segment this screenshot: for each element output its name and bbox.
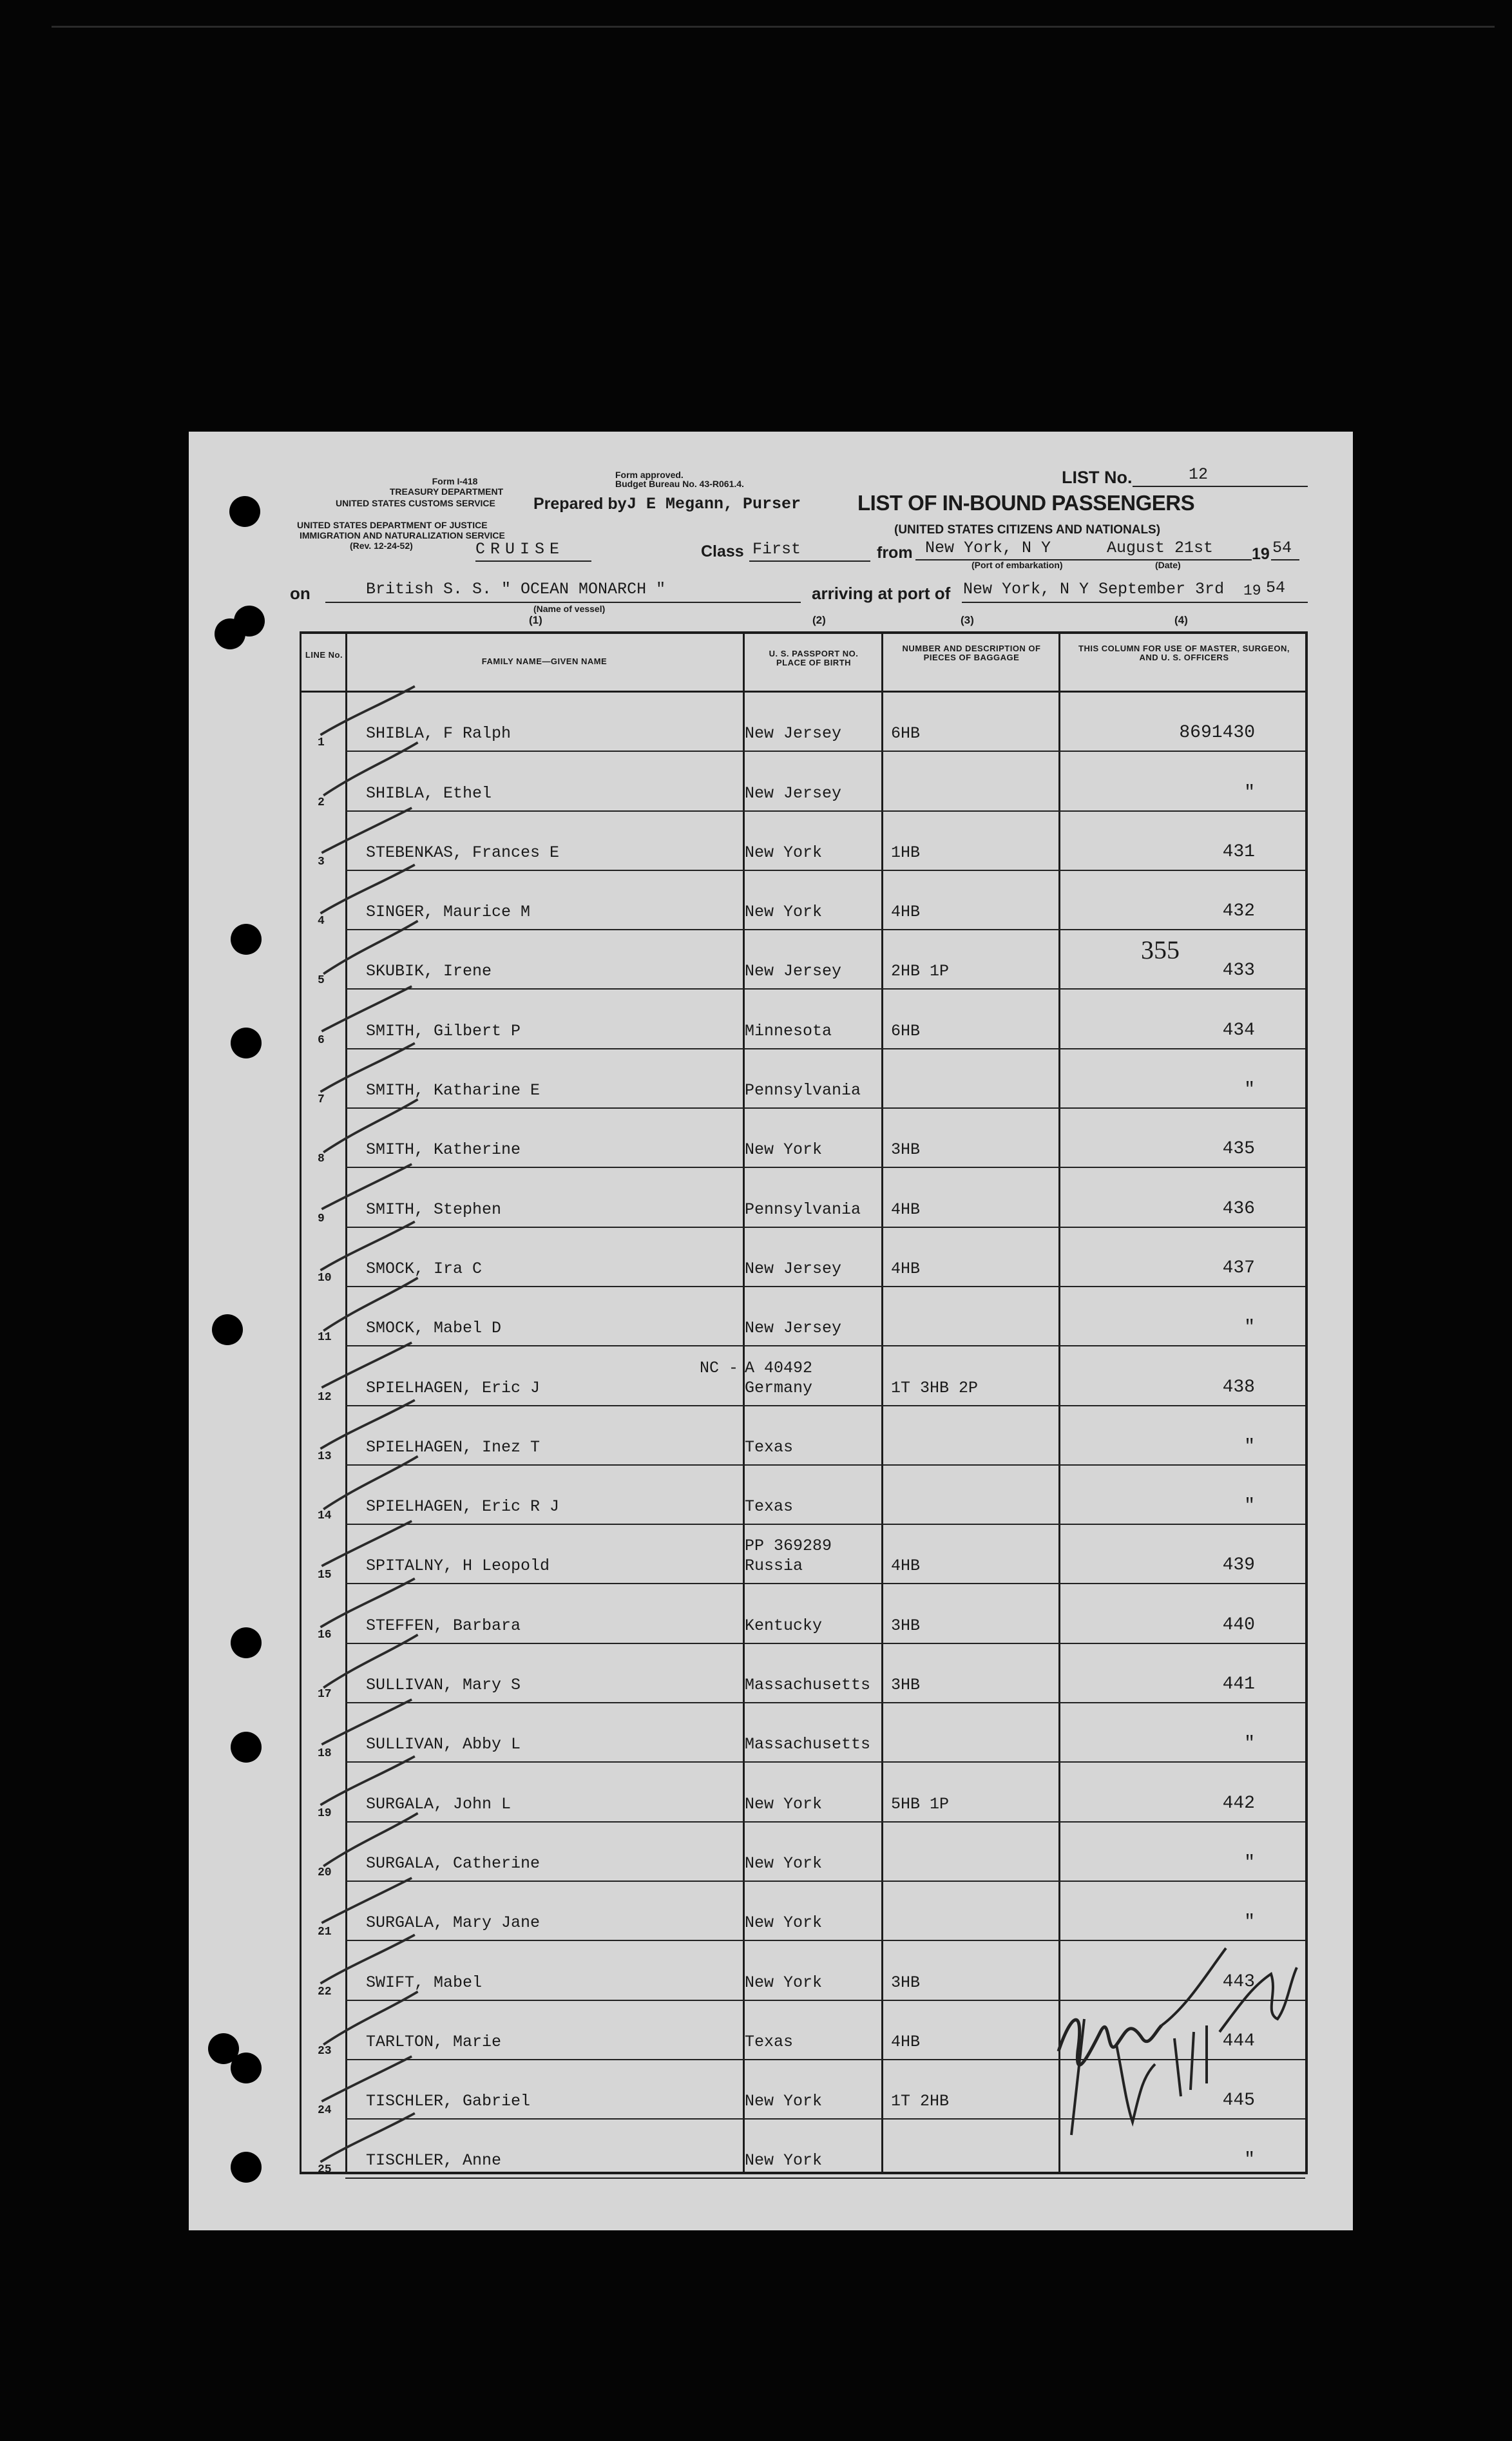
vessel-underline (325, 602, 801, 603)
passenger-name: SURGALA, Mary Jane (366, 1913, 541, 1933)
passenger-name: SMITH, Gilbert P (366, 1021, 521, 1040)
table-row (301, 812, 1305, 871)
officer-note: 8691430 (1179, 723, 1255, 743)
officer-note: 434 (1222, 1020, 1255, 1040)
passenger-name: SMOCK, Mabel D (366, 1319, 502, 1338)
prepared-label: Prepared by (533, 495, 627, 513)
table-row (301, 1525, 1305, 1584)
line-number: 20 (318, 1866, 332, 1879)
passenger-name: TARLTON, Marie (366, 2032, 502, 2051)
class-label: Class (701, 542, 744, 560)
passenger-name: SINGER, Maurice M (366, 903, 531, 922)
line-number: 1 (318, 736, 325, 750)
from-value: New York, N Y (925, 539, 1051, 557)
passenger-name: SURGALA, John L (366, 1794, 512, 1814)
header-officers: THIS COLUMN FOR USE OF MASTER, SURGEON, AND U. S. OFFICERS (1078, 644, 1290, 662)
date-value: August 21st (1107, 539, 1214, 557)
place-of-birth: New York (745, 1973, 823, 1992)
baggage-description: 3HB (891, 1676, 921, 1695)
line-number: 21 (318, 1926, 332, 1939)
table-row (301, 1823, 1305, 1882)
baggage-description: 1T 3HB 2P (891, 1378, 979, 1397)
line-number: 9 (318, 1212, 325, 1225)
place-of-birth: Texas (745, 2032, 794, 2051)
line-number: 7 (318, 1093, 325, 1107)
place-of-birth: Texas (745, 1437, 794, 1457)
place-of-birth: Massachusetts (745, 1676, 871, 1695)
punch-hole (215, 618, 245, 649)
baggage-description: 4HB (891, 903, 921, 922)
year-underline (1271, 559, 1299, 560)
passenger-name: SPIELHAGEN, Eric R J (366, 1497, 560, 1517)
passenger-name: SULLIVAN, Abby L (366, 1735, 521, 1754)
officer-note: 445 (1222, 2091, 1255, 2111)
table-row (301, 1703, 1305, 1763)
place-of-birth: Russia (745, 1556, 803, 1576)
treasury-label: TREASURY DEPARTMENT (389, 486, 504, 497)
line-number: 16 (318, 1628, 332, 1642)
line-number: 2 (318, 796, 325, 809)
baggage-description: 4HB (891, 1200, 921, 1219)
ins-label: IMMIGRATION AND NATURALIZATION SERVICE (300, 530, 505, 541)
place-of-birth: New York (745, 1140, 823, 1160)
place-of-birth: Massachusetts (745, 1735, 871, 1754)
passenger-name: SMITH, Katherine (366, 1140, 521, 1160)
place-of-birth: New York (745, 1794, 823, 1814)
passport-number: A 40492 (745, 1358, 813, 1377)
table-row (301, 1346, 1305, 1406)
line-number: 18 (318, 1747, 332, 1761)
punch-hole (231, 2152, 262, 2183)
officer-note: 442 (1222, 1793, 1255, 1814)
officer-note: " (1244, 1852, 1255, 1873)
officer-note: " (1244, 2150, 1255, 2170)
passenger-name: SMITH, Katharine E (366, 1081, 541, 1100)
baggage-description: 2HB 1P (891, 962, 950, 981)
table-row (301, 1763, 1305, 1822)
place-of-birth: New York (745, 2151, 823, 2170)
table-row (301, 1406, 1305, 1466)
place-of-birth: Texas (745, 1497, 794, 1517)
officer-note: 443 (1222, 1971, 1255, 1992)
year-value: 54 (1272, 539, 1292, 557)
place-of-birth: New Jersey (745, 1259, 842, 1278)
row-rule (345, 2178, 1305, 2179)
form-number: Form I-418 (432, 476, 478, 486)
manifest-page (189, 432, 1353, 2230)
baggage-description: 3HB (891, 1616, 921, 1635)
line-number: 25 (318, 2163, 332, 2177)
baggage-description: 3HB (891, 1140, 921, 1160)
arrive-year-prefix: 19 (1243, 582, 1261, 599)
passenger-name: SWIFT, Mabel (366, 1973, 483, 1992)
officer-note: " (1244, 1912, 1255, 1933)
passport-number: PP 369289 (745, 1536, 832, 1556)
table-row (301, 1168, 1305, 1227)
arriving-label: arriving at port of (812, 584, 951, 603)
passenger-name: STEBENKAS, Frances E (366, 843, 560, 862)
punch-hole (229, 496, 260, 527)
passenger-name: SPITALNY, H Leopold (366, 1556, 550, 1576)
arriving-underline (962, 602, 1308, 603)
passenger-name: SURGALA, Catherine (366, 1853, 541, 1873)
punch-hole (231, 1732, 262, 1763)
line-number: 4 (318, 915, 325, 928)
place-of-birth: Kentucky (745, 1616, 823, 1635)
line-number: 14 (318, 1509, 332, 1523)
place-of-birth: New Jersey (745, 783, 842, 803)
from-underline (915, 559, 1252, 560)
line-number: 5 (318, 974, 325, 988)
officer-note: 433 (1222, 961, 1255, 981)
table-row (301, 1228, 1305, 1287)
officer-note: 440 (1222, 1614, 1255, 1635)
place-of-birth: New York (745, 2092, 823, 2111)
header-line-no: LINE No. (305, 650, 343, 660)
place-of-birth: New York (745, 1913, 823, 1933)
place-of-birth: Germany (745, 1378, 813, 1397)
vessel-value: British S. S. " OCEAN MONARCH " (366, 580, 666, 598)
officer-note: 436 (1222, 1198, 1255, 1219)
passenger-name: SHIBLA, F Ralph (366, 724, 512, 743)
prepared-by: J E Megann, Purser (627, 495, 801, 513)
baggage-description: 1HB (891, 843, 921, 862)
on-label: on (290, 584, 311, 603)
table-row (301, 752, 1305, 811)
passenger-name: TISCHLER, Gabriel (366, 2092, 531, 2111)
baggage-description: 3HB (891, 1973, 921, 1992)
table-row (301, 1109, 1305, 1168)
table-row (301, 1049, 1305, 1109)
passenger-name: TISCHLER, Anne (366, 2151, 502, 2170)
officer-note: 438 (1222, 1377, 1255, 1397)
table-row (301, 693, 1305, 752)
table-row (301, 1585, 1305, 1644)
cruise-label: CRUISE (475, 540, 565, 559)
line-number: 13 (318, 1450, 332, 1463)
place-of-birth: New York (745, 903, 823, 922)
approved-label: Form approved. (615, 470, 684, 480)
col-num-1: (1) (529, 614, 542, 626)
embark-caption: (Port of embarkation) (971, 560, 1063, 570)
officer-note: 437 (1222, 1258, 1255, 1278)
col-num-3: (3) (961, 614, 974, 626)
table-row (301, 1466, 1305, 1525)
officer-note: 435 (1222, 1139, 1255, 1160)
line-number: 6 (318, 1033, 325, 1047)
revision-label: (Rev. 12-24-52) (350, 541, 413, 551)
cruise-underline (475, 560, 591, 562)
table-row (301, 1882, 1305, 1941)
line-number: 8 (318, 1153, 325, 1166)
list-no-label: LIST No. (1062, 468, 1133, 487)
list-no-value: 12 (1189, 465, 1209, 484)
officer-note: " (1244, 1317, 1255, 1338)
place-of-birth: New York (745, 843, 823, 862)
baggage-description: 6HB (891, 724, 921, 743)
class-underline (749, 560, 870, 562)
punch-hole (212, 1314, 243, 1345)
passenger-name: SULLIVAN, Mary S (366, 1676, 521, 1695)
place-of-birth: Pennsylvania (745, 1081, 861, 1100)
line-number: 12 (318, 1390, 332, 1404)
place-of-birth: New York (745, 1853, 823, 1873)
officer-note: 431 (1222, 841, 1255, 862)
passenger-name: SKUBIK, Irene (366, 962, 492, 981)
passenger-table (300, 631, 1308, 2177)
officer-note: 432 (1222, 901, 1255, 922)
arriving-value: New York, N Y September 3rd (963, 580, 1225, 598)
from-label: from (877, 544, 913, 562)
line-number: 11 (318, 1331, 332, 1345)
year-prefix: 19 (1252, 545, 1270, 563)
arrive-year-value: 54 (1266, 579, 1286, 597)
header-name: FAMILY NAME—GIVEN NAME (481, 656, 608, 666)
budget-label: Budget Bureau No. 43-R061.4. (615, 479, 744, 489)
place-of-birth: New Jersey (745, 1319, 842, 1338)
passenger-name: SHIBLA, Ethel (366, 783, 492, 803)
baggage-description: 6HB (891, 1021, 921, 1040)
handwritten-number: 355 (1141, 935, 1180, 965)
line-number: 10 (318, 1271, 332, 1285)
officer-note: " (1244, 1080, 1255, 1100)
table-row (301, 1287, 1305, 1346)
baggage-description: 5HB 1P (891, 1794, 950, 1814)
line-number: 3 (318, 855, 325, 868)
baggage-description: 4HB (891, 2032, 921, 2051)
customs-label: UNITED STATES CUSTOMS SERVICE (336, 498, 495, 508)
baggage-description: 1T 2HB (891, 2092, 950, 2111)
punch-hole (231, 1627, 262, 1658)
officer-note: 441 (1222, 1674, 1255, 1695)
passenger-name: STEFFEN, Barbara (366, 1616, 521, 1635)
place-of-birth: Minnesota (745, 1021, 832, 1040)
class-value: First (752, 540, 801, 559)
col-num-4: (4) (1174, 614, 1188, 626)
list-title: LIST OF IN-BOUND PASSENGERS (857, 491, 1195, 515)
table-row (301, 990, 1305, 1049)
officer-note: " (1244, 1436, 1255, 1457)
nc-note: NC - (700, 1358, 739, 1377)
justice-label: UNITED STATES DEPARTMENT OF JUSTICE (297, 520, 488, 530)
scan-edge-line (52, 26, 1495, 28)
col-num-2: (2) (812, 614, 826, 626)
place-of-birth: Pennsylvania (745, 1200, 861, 1219)
officer-note: " (1244, 1496, 1255, 1517)
line-number: 22 (318, 1985, 332, 1998)
line-number: 23 (318, 2044, 332, 2058)
place-of-birth: New Jersey (745, 962, 842, 981)
baggage-description: 4HB (891, 1556, 921, 1576)
punch-hole (231, 924, 262, 955)
baggage-description: 4HB (891, 1259, 921, 1278)
table-row (301, 871, 1305, 930)
passenger-name: SPIELHAGEN, Eric J (366, 1378, 541, 1397)
line-number: 24 (318, 2104, 332, 2118)
line-number: 19 (318, 1806, 332, 1820)
officer-note: " (1244, 1734, 1255, 1754)
table-row (301, 930, 1305, 990)
date-caption: (Date) (1155, 560, 1181, 570)
line-number: 15 (318, 1569, 332, 1582)
officer-note: 444 (1222, 2031, 1255, 2051)
line-number: 17 (318, 1688, 332, 1701)
list-subtitle: (UNITED STATES CITIZENS AND NATIONALS) (894, 523, 1161, 537)
officer-note: " (1244, 782, 1255, 803)
passenger-name: SMITH, Stephen (366, 1200, 502, 1219)
officer-note: 439 (1222, 1555, 1255, 1576)
table-row (301, 1644, 1305, 1703)
punch-hole (231, 2053, 262, 2083)
header-baggage: NUMBER AND DESCRIPTION OF PIECES OF BAGGAGE (902, 644, 1041, 662)
vessel-caption: (Name of vessel) (533, 604, 606, 614)
list-no-underline (1133, 486, 1308, 487)
passenger-name: SMOCK, Ira C (366, 1259, 483, 1278)
header-passport: U. S. PASSPORT NO. PLACE OF BIRTH (769, 649, 859, 667)
inspector-signature (1046, 1935, 1303, 2148)
place-of-birth: New Jersey (745, 724, 842, 743)
passenger-name: SPIELHAGEN, Inez T (366, 1437, 541, 1457)
punch-hole (231, 1028, 262, 1058)
